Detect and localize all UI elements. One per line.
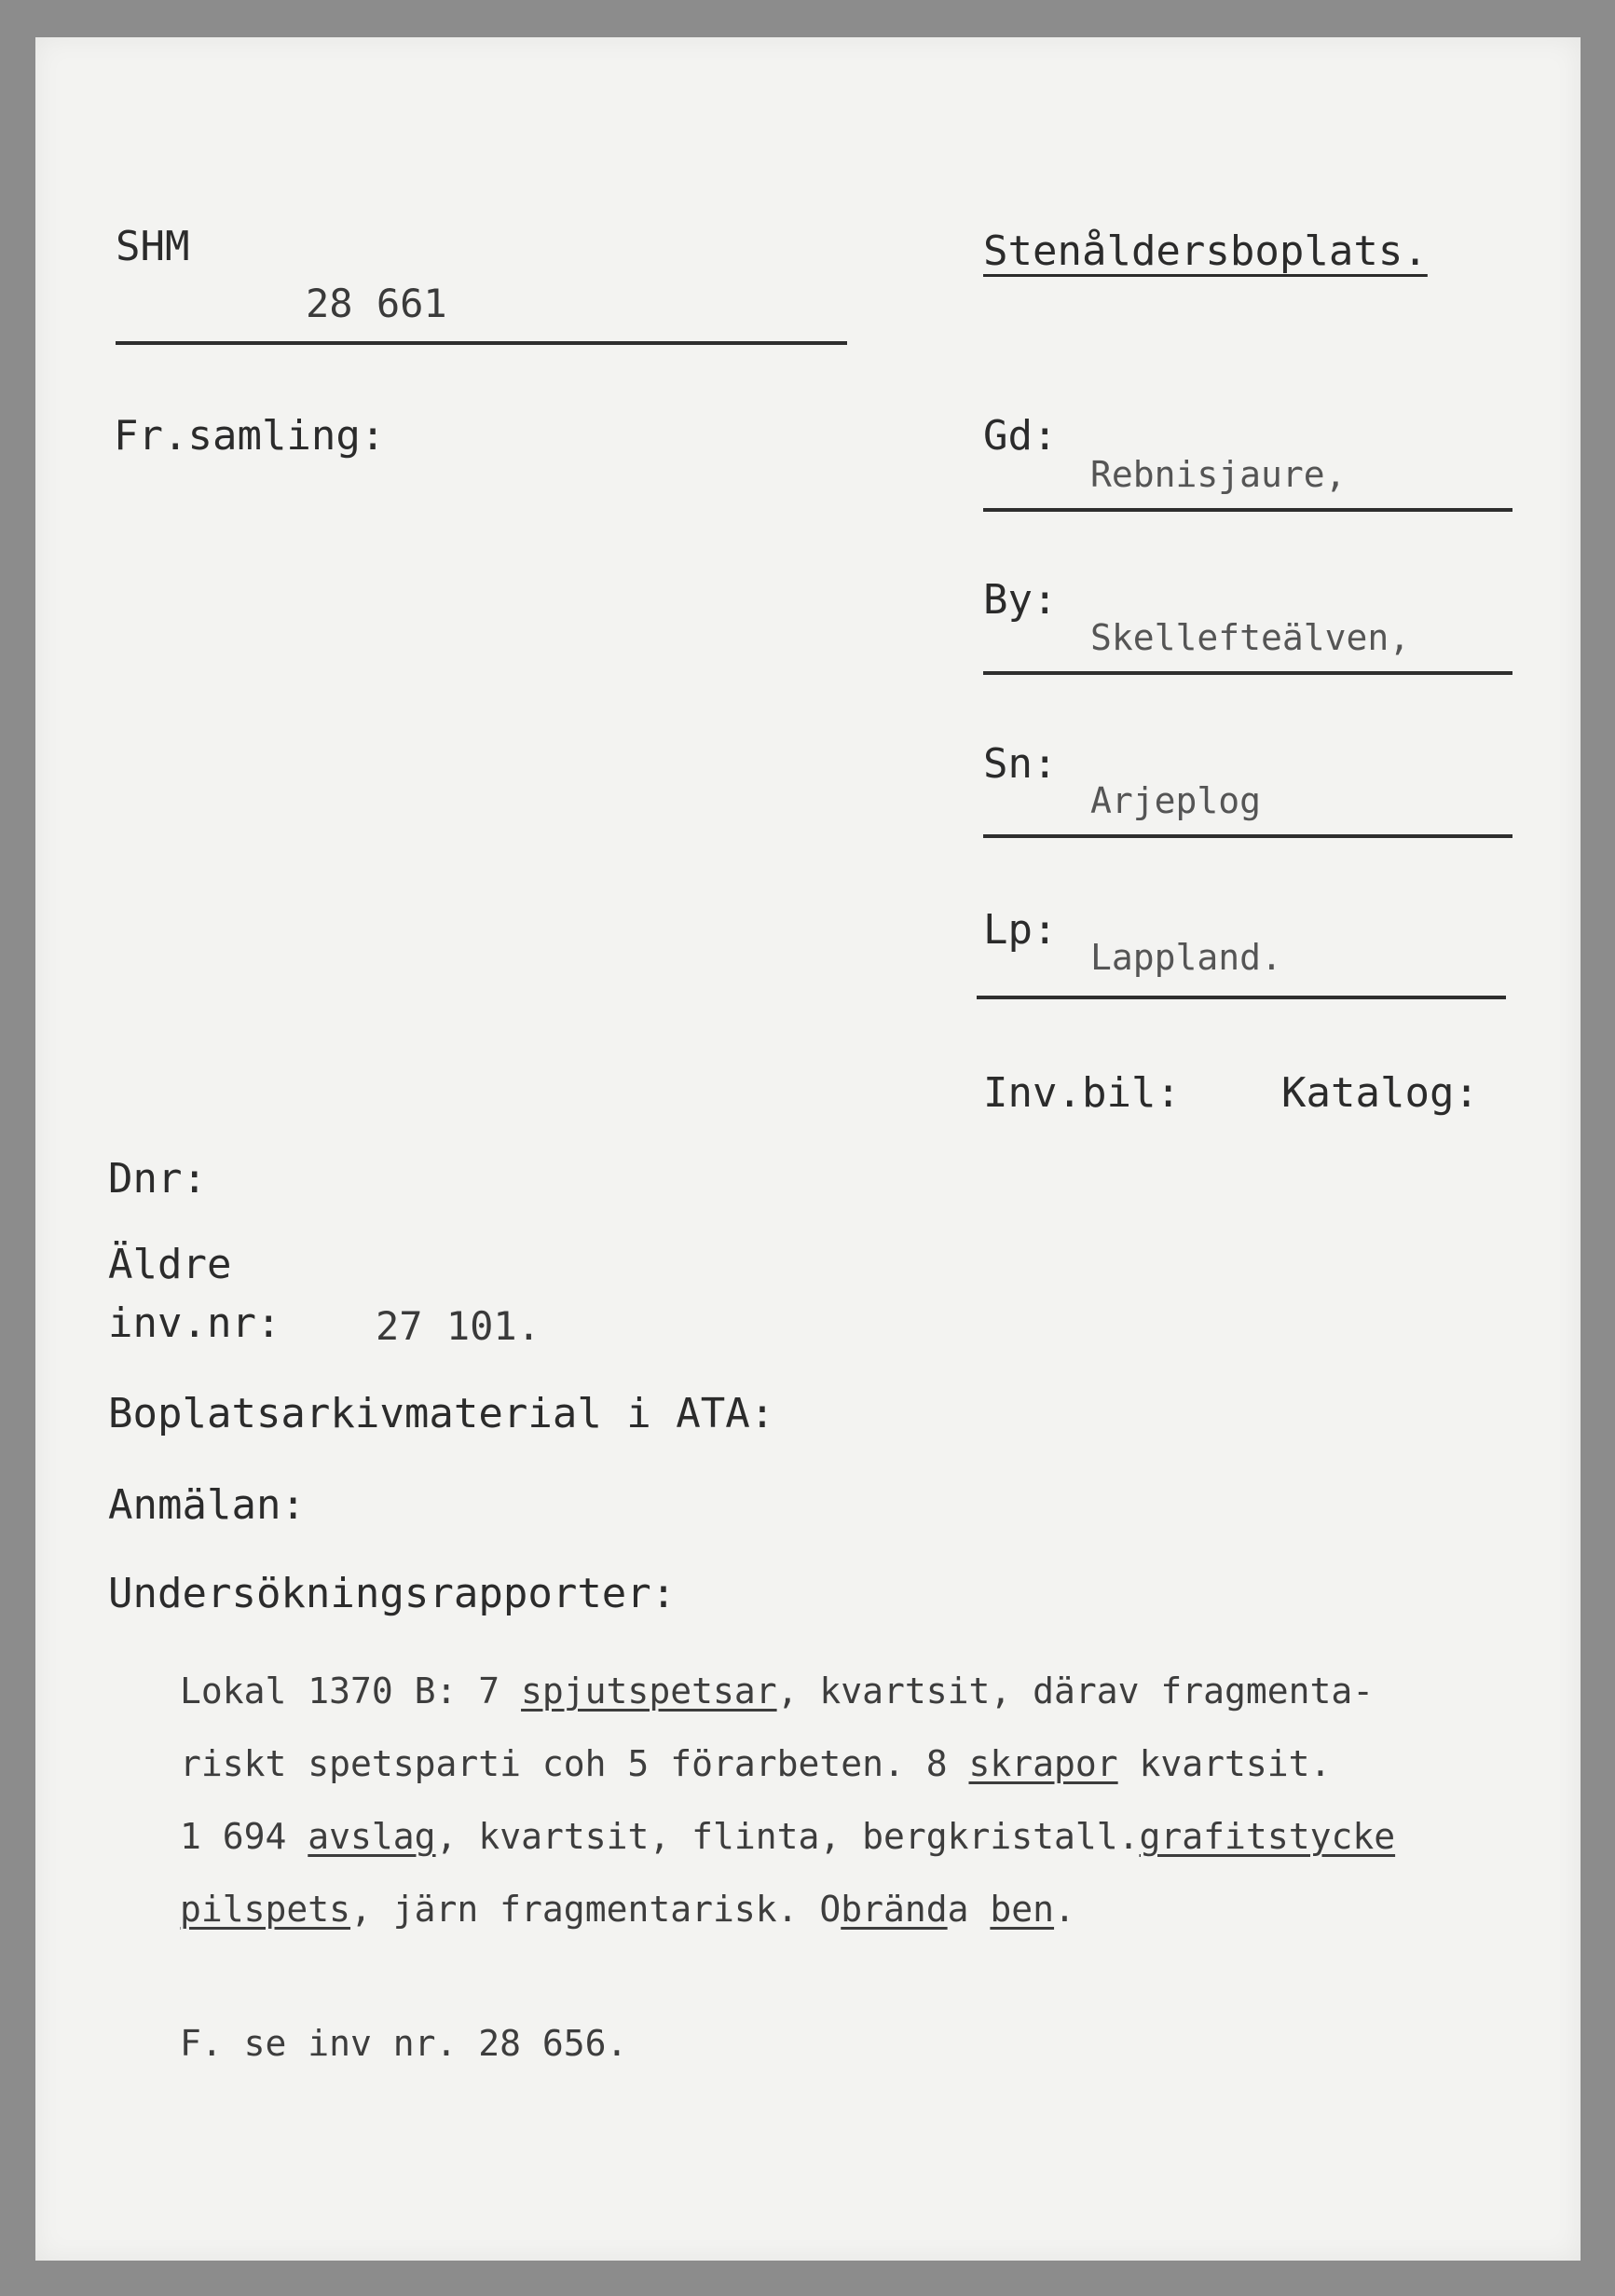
- inventory-number: 28 661: [306, 281, 447, 326]
- report-line-2-a: riskt spetsparti coh 5 förarbeten. 8: [180, 1743, 969, 1784]
- pilspets-term: pilspets: [180, 1889, 351, 1930]
- anmalan-label: Anmälan:: [108, 1481, 306, 1529]
- report-line-2: [180, 1743, 1332, 1784]
- older-inv-nr-value: 27 101.: [376, 1303, 541, 1349]
- catalog-card: [35, 37, 1581, 2261]
- report-line-4-b: , järn fragmentarisk. O: [350, 1889, 842, 1930]
- inv-nr-label: inv.nr:: [108, 1299, 281, 1347]
- header-rule-left: [116, 341, 847, 345]
- katalog-label: Katalog:: [1281, 1069, 1479, 1117]
- lp-value: Lappland.: [1090, 937, 1282, 978]
- boplatsarkiv-label: Boplatsarkivmaterial i ATA:: [108, 1390, 775, 1437]
- dnr-label: Dnr:: [108, 1155, 207, 1203]
- report-line-4-e: [969, 1889, 991, 1930]
- by-value: Skellefteälven,: [1090, 617, 1411, 658]
- lp-label: Lp:: [983, 906, 1058, 954]
- report-line-4-g: .: [1054, 1889, 1075, 1930]
- report-line-2-c: kvartsit.: [1117, 1743, 1332, 1784]
- report-line-1-c: , kvartsit, därav fragmenta-: [776, 1670, 1375, 1712]
- by-label: By:: [983, 576, 1058, 624]
- skrapor-term: skrapor: [968, 1743, 1118, 1784]
- undersokning-label: Undersökningsrapporter:: [108, 1570, 677, 1617]
- report-line-4: [180, 1889, 1075, 1930]
- sn-value: Arjeplog: [1090, 780, 1262, 821]
- brand-term: bränd: [841, 1889, 948, 1930]
- lp-rule: [977, 996, 1506, 999]
- report-line-4-d: a: [947, 1889, 969, 1930]
- report-line-3-c: , kvartsit, flinta, bergkristall.: [435, 1816, 1140, 1857]
- fr-samling-label: Fr.samling:: [114, 412, 386, 460]
- inv-bil-label: Inv.bil:: [983, 1069, 1181, 1117]
- grafitstycke-term: grafitstycke: [1139, 1816, 1396, 1857]
- avslag-term: avslag: [308, 1816, 436, 1857]
- museum-code: SHM: [116, 223, 190, 270]
- gd-value: Rebnisjaure,: [1090, 454, 1347, 495]
- spjutspetsar-term: spjutspetsar: [521, 1670, 777, 1712]
- ben-term: ben: [990, 1889, 1055, 1930]
- report-line-1: [180, 1670, 1375, 1712]
- report-line-3-a: 1 694: [180, 1816, 308, 1857]
- gd-rule: [983, 508, 1512, 512]
- report-line-3: [180, 1816, 1396, 1857]
- report-line-1-a: Lokal 1370 B: 7: [180, 1670, 522, 1712]
- aldre-label: Äldre: [108, 1241, 232, 1288]
- sn-label: Sn:: [983, 740, 1058, 788]
- sn-rule: [983, 834, 1512, 838]
- cross-reference: F. se inv nr. 28 656.: [180, 2023, 628, 2064]
- gd-label: Gd:: [983, 412, 1058, 460]
- by-rule: [983, 671, 1512, 675]
- site-type-title: Stenåldersboplats.: [983, 227, 1428, 275]
